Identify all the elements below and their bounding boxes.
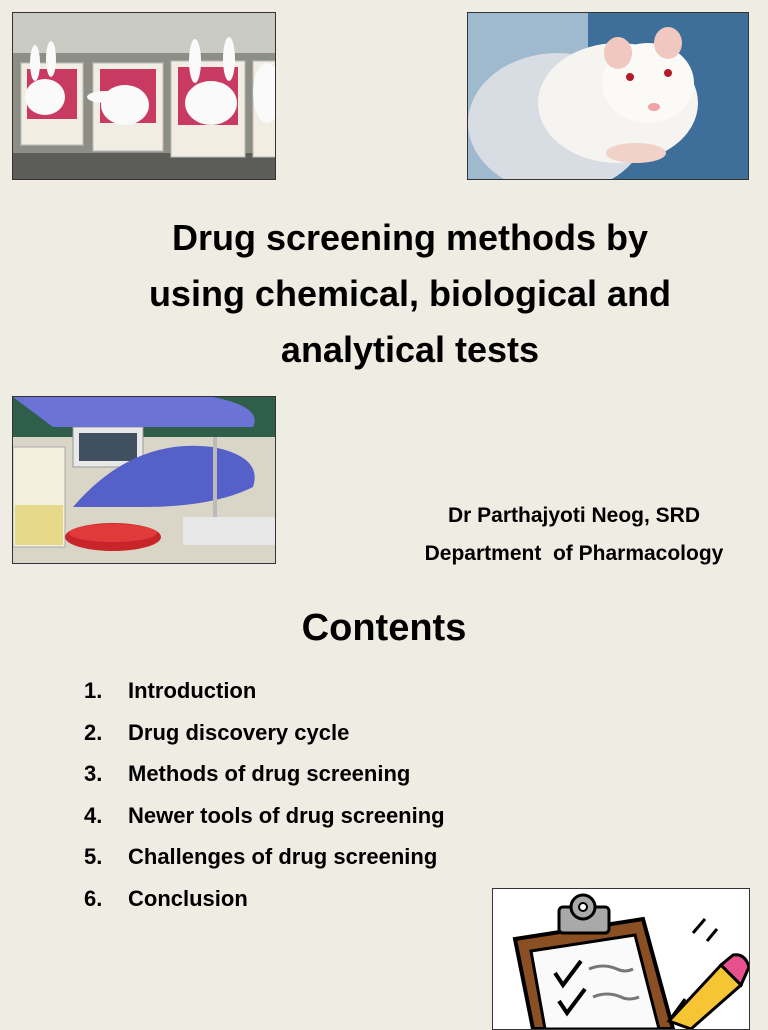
item-number: 3. (84, 761, 103, 787)
item-label: Drug discovery cycle (128, 719, 350, 745)
item-label: Methods of drug screening (128, 761, 411, 787)
list-item (84, 878, 445, 920)
item-label: Challenges of drug screening (128, 844, 438, 870)
list-item (84, 670, 445, 712)
item-number: 5. (84, 844, 103, 870)
list-item (84, 836, 445, 878)
clipboard-clipart (492, 888, 750, 1030)
author-name: Dr Parthajyoti Neog, SRD (447, 504, 701, 527)
list-item (84, 753, 445, 795)
author-block (380, 497, 768, 573)
contents-heading: Contents (301, 607, 467, 649)
slide-title (90, 210, 730, 378)
author-department: Department of Pharmacology (424, 542, 724, 565)
item-label: Introduction (128, 678, 257, 703)
list-item (84, 712, 445, 754)
item-number: 1. (84, 678, 103, 703)
rabbits-photo (12, 12, 276, 180)
item-label: Conclusion (128, 885, 248, 911)
item-number: 6. (84, 885, 103, 911)
title-line-1: Drug screening methods by (171, 217, 649, 258)
title-line-2: using chemical, biological and (148, 273, 672, 314)
lab-test-photo (12, 396, 276, 564)
title-line-3: analytical tests (280, 329, 540, 370)
item-number: 2. (84, 719, 103, 745)
item-label: Newer tools of drug screening (128, 802, 445, 828)
contents-list (84, 670, 445, 920)
rat-photo (467, 12, 749, 180)
list-item (84, 795, 445, 837)
item-number: 4. (84, 802, 103, 828)
